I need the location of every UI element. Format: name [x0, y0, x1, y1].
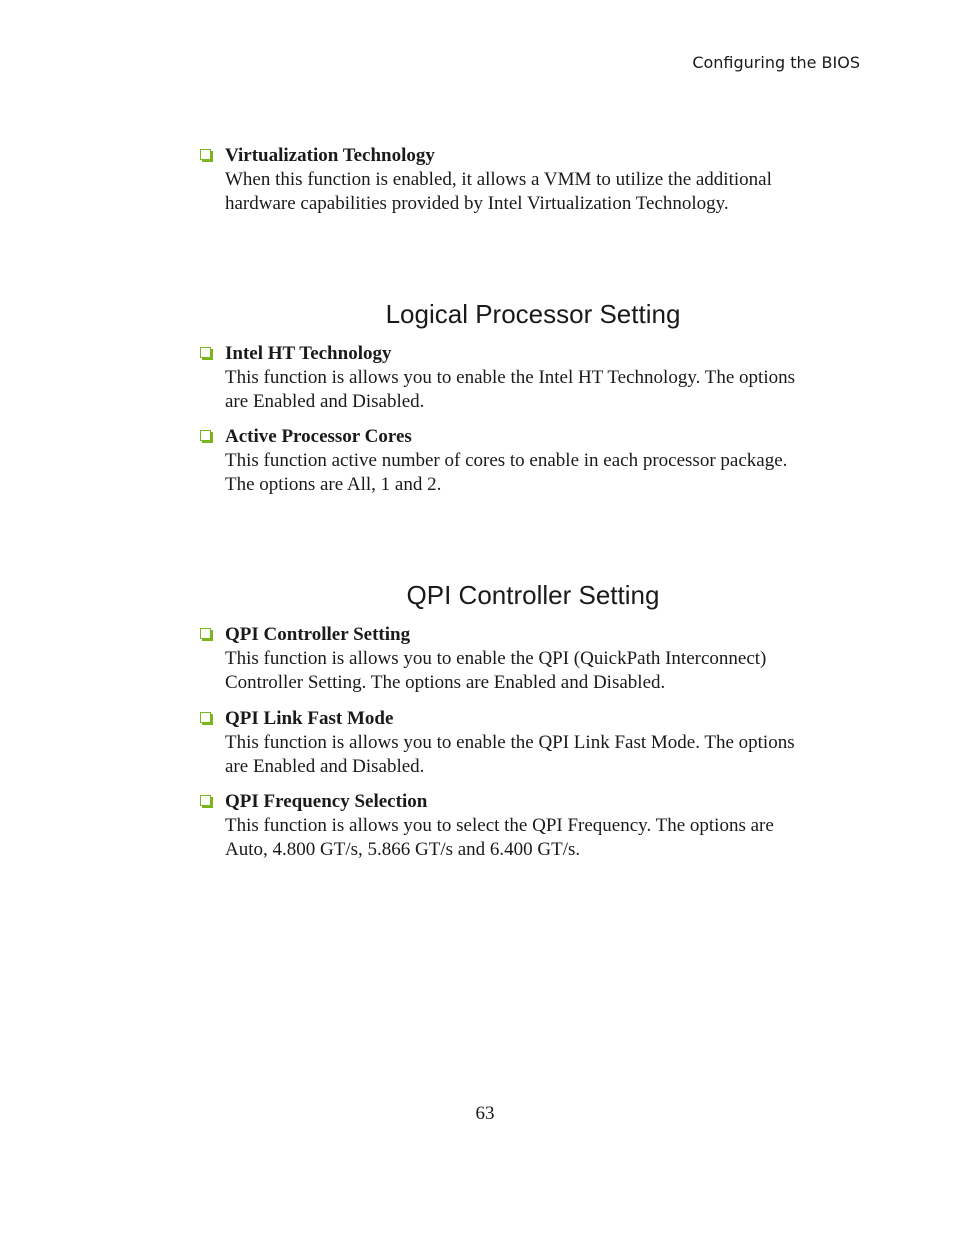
item-description-line: When this function is enabled, it allows a VMM to utilize the additional: [225, 169, 772, 190]
list-item-active-processor-cores: [200, 425, 860, 497]
checkbox-bullet-icon: [200, 712, 211, 723]
item-description-line: are Enabled and Disabled.: [225, 756, 425, 777]
running-header: Configuring the BIOS: [692, 53, 860, 72]
list-item-virtualization-technology: [200, 144, 860, 216]
list-item-qpi-frequency-selection: [200, 790, 860, 862]
item-description-line: This function is allows you to enable the Intel HT Technology. The options: [225, 367, 795, 388]
page-number: 63: [475, 1103, 495, 1124]
checkbox-bullet-icon: [200, 430, 211, 441]
item-description-line: Auto, 4.800 GT/s, 5.866 GT/s and 6.400 GT/s.: [225, 839, 581, 860]
checkbox-bullet-icon: [200, 628, 211, 639]
item-description: [225, 814, 860, 862]
item-title: QPI Controller Setting: [225, 624, 411, 645]
item-description-line: This function is allows you to enable the QPI Link Fast Mode. The options: [225, 732, 795, 753]
list-item-qpi-controller-setting: [200, 623, 860, 695]
item-title: QPI Link Fast Mode: [225, 708, 394, 729]
checkbox-bullet-icon: [200, 347, 211, 358]
item-title: Virtualization Technology: [225, 145, 435, 166]
item-description-line: hardware capabilities provided by Intel Virtualization Technology.: [225, 193, 729, 214]
item-description: [225, 366, 860, 414]
item-description: [225, 168, 860, 216]
item-description-line: The options are All, 1 and 2.: [225, 474, 442, 495]
item-description-line: This function is allows you to select the QPI Frequency. The options are: [225, 815, 774, 836]
item-description: [225, 731, 860, 779]
list-item-qpi-link-fast-mode: [200, 707, 860, 779]
item-description: [225, 647, 860, 695]
item-description-line: This function is allows you to enable the QPI (QuickPath Interconnect): [225, 648, 767, 669]
item-title: Intel HT Technology: [225, 343, 392, 364]
item-title: QPI Frequency Selection: [225, 791, 428, 812]
section-heading-qpi-controller: QPI Controller Setting: [406, 580, 660, 610]
item-description: [225, 449, 860, 497]
item-description-line: Controller Setting. The options are Enabled and Disabled.: [225, 672, 666, 693]
checkbox-bullet-icon: [200, 795, 211, 806]
item-title: Active Processor Cores: [225, 426, 412, 447]
item-description-line: This function active number of cores to enable in each processor package.: [225, 450, 788, 471]
section-heading-logical-processor: Logical Processor Setting: [385, 299, 681, 329]
list-item-intel-ht-technology: [200, 342, 860, 414]
item-description-line: are Enabled and Disabled.: [225, 391, 425, 412]
checkbox-bullet-icon: [200, 149, 211, 160]
